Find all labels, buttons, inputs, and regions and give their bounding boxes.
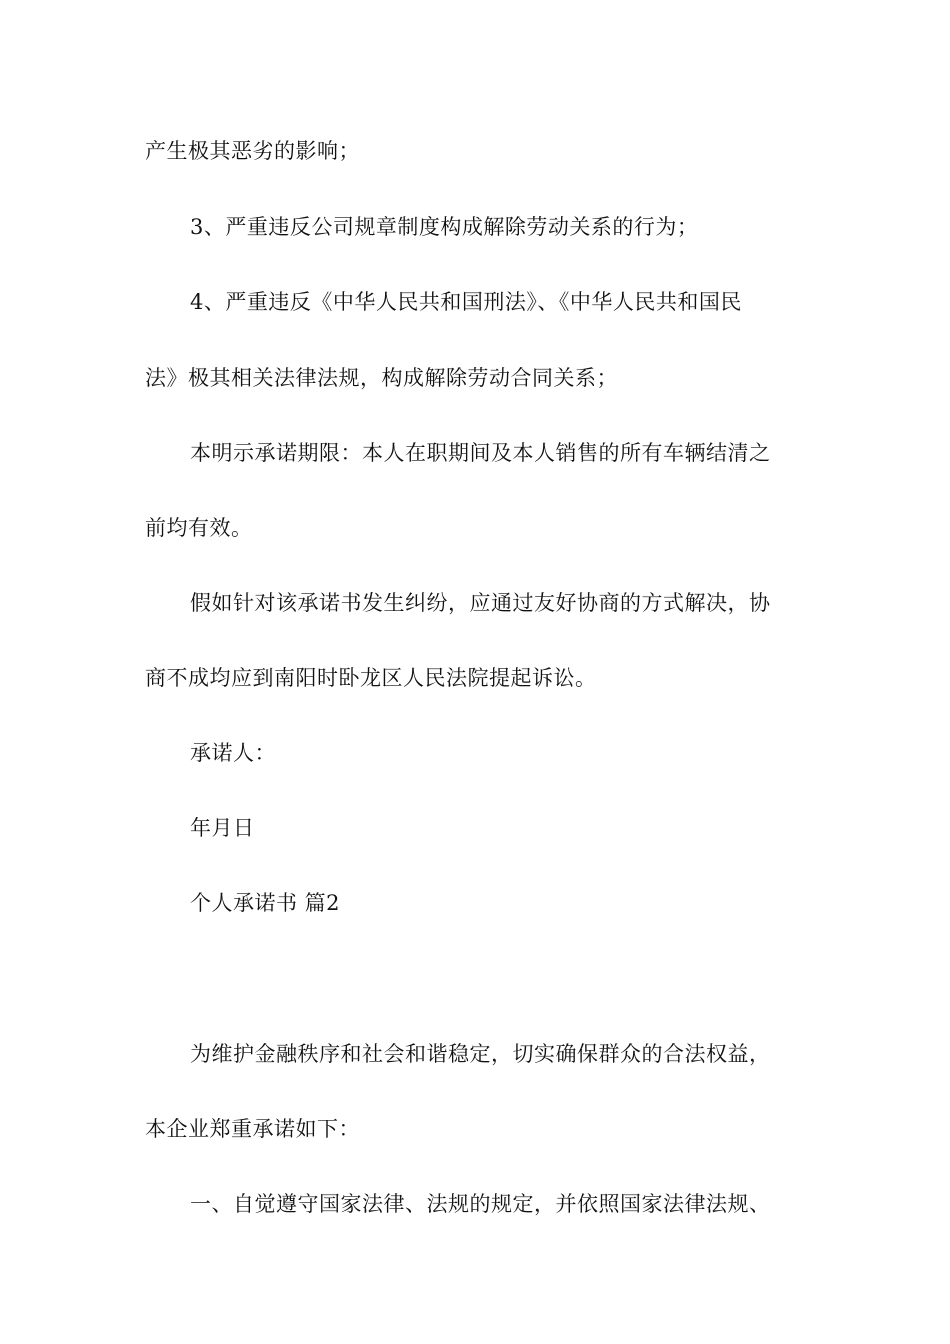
clause-3: 3、严重违反公司规章制度构成解除劳动关系的行为； <box>190 215 699 239</box>
intro-paragraph: 为维护金融秩序和社会和谐稳定，切实确保群众的合法权益， <box>190 1042 771 1066</box>
clause-1: 一、自觉遵守国家法律、法规的规定，并依照国家法律法规、 <box>190 1192 771 1216</box>
body-text-line: 前均有效。 <box>145 516 253 540</box>
body-text-line: 产生极其恶劣的影响； <box>145 139 360 163</box>
body-text-line: 本企业郑重承诺如下： <box>145 1117 360 1141</box>
clause-4: 4、严重违反《中华人民共和国刑法》、《中华人民共和国民 <box>190 290 742 314</box>
dispute-clause: 假如针对该承诺书发生纠纷，应通过友好协商的方式解决，协 <box>190 591 771 615</box>
date-label: 年月日 <box>190 816 255 840</box>
body-text-line: 商不成均应到南阳时卧龙区人民法院提起诉讼。 <box>145 666 597 690</box>
signer-label: 承诺人： <box>190 741 276 765</box>
commitment-period: 本明示承诺期限：本人在职期间及本人销售的所有车辆结清之 <box>190 441 771 465</box>
body-text-line: 法》极其相关法律法规，构成解除劳动合同关系； <box>145 366 618 390</box>
section-title: 个人承诺书 篇2 <box>190 891 341 915</box>
